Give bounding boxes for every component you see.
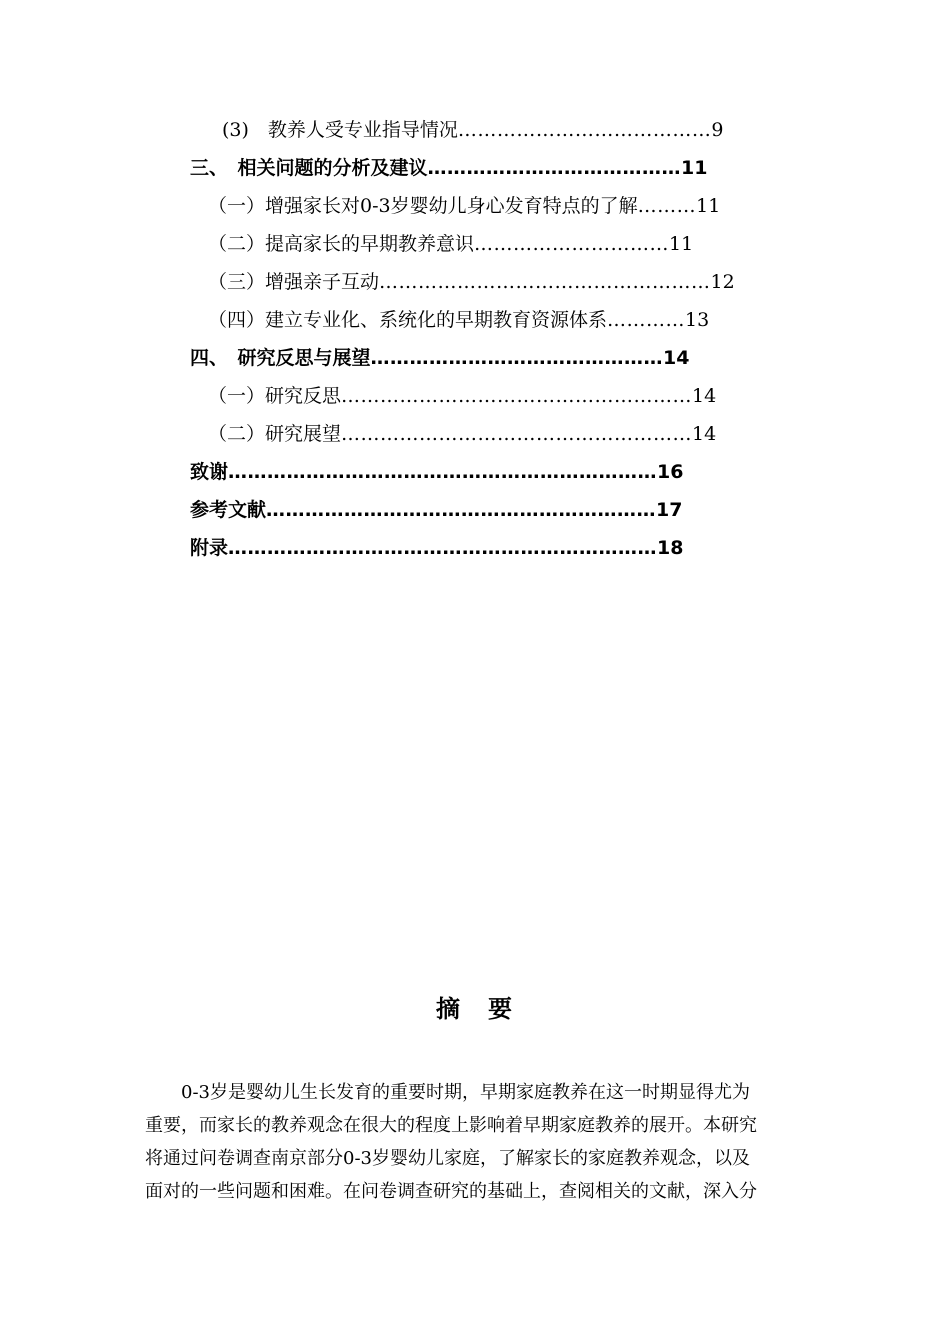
toc-leader-dots: …………………………………………………………: [228, 537, 658, 559]
toc-leader-dots: …………: [607, 309, 686, 331]
toc-entry[interactable]: [208, 270, 735, 294]
toc-leader-dots: …………………………………………………………: [228, 461, 658, 483]
toc-entry[interactable]: [190, 536, 683, 560]
toc-leader-dots: ……………………………………………………: [266, 499, 657, 521]
toc-leader-dots: …………………………: [474, 233, 670, 255]
toc-entry[interactable]: [208, 232, 693, 256]
toc-entry[interactable]: [190, 346, 689, 370]
abstract-body: [145, 1076, 805, 1208]
toc-page-number: 18: [657, 537, 684, 559]
toc-entry-label: 附录: [190, 537, 229, 559]
toc-entry[interactable]: [208, 194, 720, 218]
abstract-line: 重要，而家长的教养观念在很大的程度上影响着早期家庭教养的展开。本研究: [145, 1115, 757, 1136]
toc-page-number: 11: [681, 157, 708, 179]
toc-entry-label: 参考文献: [190, 499, 267, 521]
toc-entry[interactable]: [190, 156, 707, 180]
toc-entry-label: 三、 相关问题的分析及建议: [190, 157, 428, 179]
toc-entry-label: 致谢: [190, 461, 229, 483]
toc-leader-dots: …………………………………: [427, 157, 682, 179]
toc-page-number: 14: [692, 423, 717, 445]
toc-leader-dots: ………………………………………………: [341, 423, 693, 445]
toc-leader-dots: …………………………………: [457, 119, 712, 141]
toc-page-number: 14: [692, 385, 717, 407]
toc-page-number: 17: [656, 499, 683, 521]
toc-page-number: 14: [663, 347, 690, 369]
toc-page-number: 11: [696, 195, 721, 217]
toc-entry[interactable]: [190, 460, 683, 484]
toc-page-number: 16: [657, 461, 684, 483]
toc-entry-label: （一）研究反思: [208, 385, 342, 407]
abstract-line: 将通过问卷调查南京部分0-3岁婴幼儿家庭，了解家长的家庭教养观念，以及: [145, 1148, 750, 1169]
toc-leader-dots: ……………………………………………: [379, 271, 711, 293]
toc-entry-label: （一）增强家长对0-3岁婴幼儿身心发育特点的了解: [208, 195, 638, 217]
toc-entry-label: （四）建立专业化、系统化的早期教育资源体系: [208, 309, 608, 331]
toc-entry[interactable]: [222, 118, 724, 142]
abstract-line: 面对的一些问题和困难。在问卷调查研究的基础上，查阅相关的文献，深入分: [145, 1181, 757, 1202]
toc-page-number: 9: [711, 119, 724, 141]
toc-leader-dots: ………………………………………………: [341, 385, 693, 407]
toc-entry[interactable]: [208, 384, 716, 408]
toc-entry[interactable]: [208, 422, 716, 446]
toc-entry[interactable]: [190, 498, 682, 522]
toc-page-number: 12: [710, 271, 735, 293]
toc-leader-dots: ………………………………………: [370, 347, 664, 369]
toc-entry-label: 四、 研究反思与展望: [190, 347, 371, 369]
toc-entry-label: （二）研究展望: [208, 423, 342, 445]
toc-entry-label: （三）增强亲子互动: [208, 271, 380, 293]
abstract-line: 0-3岁是婴幼儿生长发育的重要时期，早期家庭教养在这一时期显得尤为: [145, 1082, 750, 1103]
abstract-title: 摘 要: [436, 995, 514, 1023]
toc-entry-label: (3) 教养人受专业指导情况: [222, 119, 458, 141]
toc-entry[interactable]: [208, 308, 709, 332]
toc-page-number: 11: [669, 233, 694, 255]
toc-entry-label: （二）提高家长的早期教养意识: [208, 233, 475, 255]
toc-leader-dots: ………: [637, 195, 697, 217]
toc-page-number: 13: [685, 309, 710, 331]
